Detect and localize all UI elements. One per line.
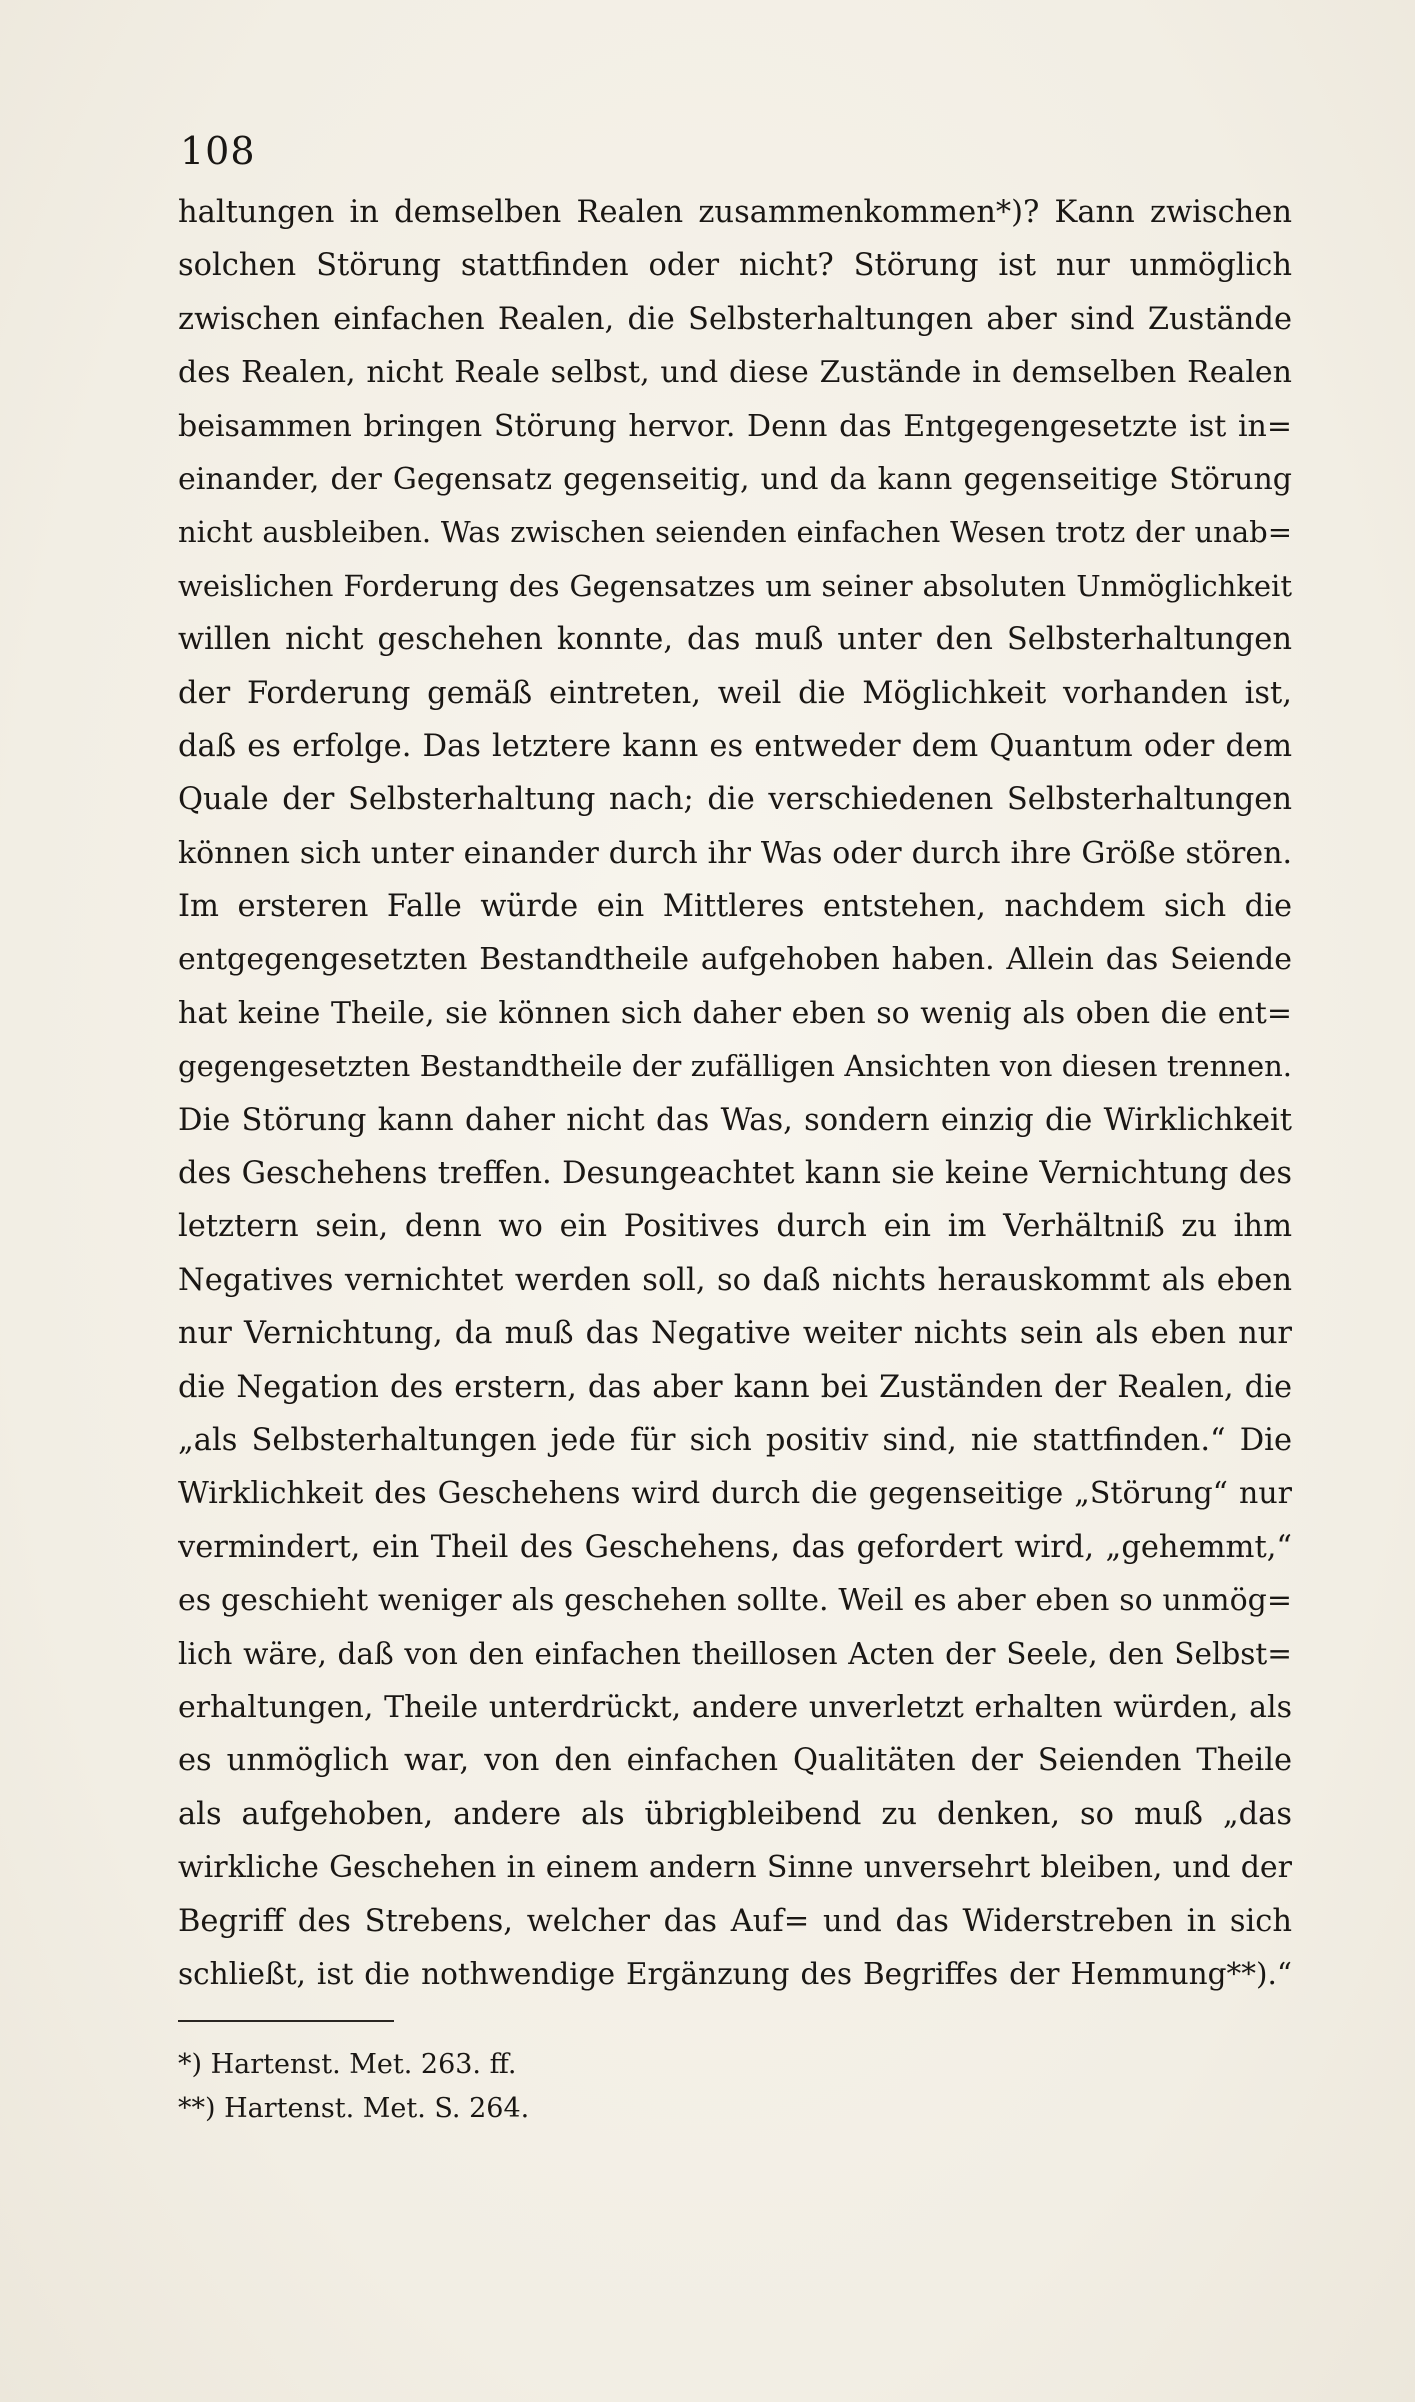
body-text bbox=[178, 186, 1292, 2001]
footnote: **) Hartenst. Met. S. 264. bbox=[178, 2093, 530, 2124]
text-line: entgegengesetzten Bestandtheile aufgehoben haben. Allein das Seiende bbox=[178, 942, 1292, 978]
text-line: es geschieht weniger als geschehen sollte. Weil es aber eben so unmög= bbox=[178, 1583, 1292, 1619]
text-line: es unmöglich war, von den einfachen Qualitäten der Seienden Theile bbox=[178, 1743, 1292, 1779]
text-line: beisammen bringen Störung hervor. Denn das Entgegengesetzte ist in= bbox=[178, 408, 1292, 444]
text-line: der Forderung gemäß eintreten, weil die Möglichkeit vorhanden ist, bbox=[178, 675, 1292, 711]
text-line: letztern sein, denn wo ein Positives durch ein im Verhältniß zu ihm bbox=[178, 1209, 1292, 1245]
text-line: schließt, ist die nothwendige Ergänzung des Begriffes der Hemmung**).“ bbox=[178, 1956, 1292, 1991]
footnotes bbox=[178, 2043, 978, 2131]
text-line: nicht ausbleiben. Was zwischen seienden einfachen Wesen trotz der unab= bbox=[178, 515, 1292, 550]
text-line: Im ersteren Falle würde ein Mittleres entstehen, nachdem sich die bbox=[178, 889, 1292, 925]
text-line: weislichen Forderung des Gegensatzes um seiner absoluten Unmöglichkeit bbox=[178, 568, 1292, 603]
text-line: willen nicht geschehen konnte, das muß unter den Selbsterhaltungen bbox=[178, 622, 1292, 658]
text-line: Wirklichkeit des Geschehens wird durch die gegenseitige „Störung“ nur bbox=[178, 1476, 1292, 1512]
text-line: einander, der Gegensatz gegenseitig, und da kann gegenseitige Störung bbox=[178, 461, 1292, 497]
footnote: *) Hartenst. Met. 263. ff. bbox=[178, 2049, 517, 2080]
text-line: „als Selbsterhaltungen jede für sich positiv sind, nie stattfinden.“ Die bbox=[178, 1422, 1292, 1458]
text-line: des Realen, nicht Reale selbst, und diese Zustände in demselben Realen bbox=[178, 355, 1292, 391]
text-line: solchen Störung stattfinden oder nicht? Störung ist nur unmöglich bbox=[178, 248, 1292, 284]
text-line: können sich unter einander durch ihr Was oder durch ihre Größe stören. bbox=[178, 835, 1292, 871]
text-line: Die Störung kann daher nicht das Was, sondern einzig die Wirklichkeit bbox=[178, 1102, 1292, 1138]
text-line: nur Vernichtung, da muß das Negative weiter nichts sein als eben nur bbox=[178, 1316, 1292, 1352]
footnote-divider bbox=[178, 2020, 394, 2022]
text-line: hat keine Theile, sie können sich daher eben so wenig als oben die ent= bbox=[178, 995, 1292, 1031]
text-line: haltungen in demselben Realen zusammenkommen*)? Kann zwischen bbox=[178, 195, 1292, 230]
text-line: zwischen einfachen Realen, die Selbsterhaltungen aber sind Zustände bbox=[178, 301, 1292, 337]
text-line: gegengesetzten Bestandtheile der zufälligen Ansichten von diesen trennen. bbox=[178, 1049, 1292, 1084]
page-number: 108 bbox=[180, 129, 256, 173]
text-line: lich wäre, daß von den einfachen theillosen Acten der Seele, den Selbst= bbox=[178, 1636, 1292, 1671]
text-line: des Geschehens treffen. Desungeachtet kann sie keine Vernichtung des bbox=[178, 1156, 1292, 1192]
text-line: Begriff des Strebens, welcher das Auf= und das Widerstreben in sich bbox=[178, 1903, 1292, 1939]
text-line: als aufgehoben, andere als übrigbleibend zu denken, so muß „das bbox=[178, 1796, 1292, 1832]
text-line: vermindert, ein Theil des Geschehens, das gefordert wird, „gehemmt,“ bbox=[178, 1529, 1292, 1565]
text-line: wirkliche Geschehen in einem andern Sinne unversehrt bleiben, und der bbox=[178, 1850, 1292, 1886]
text-line: Quale der Selbsterhaltung nach; die verschiedenen Selbsterhaltungen bbox=[178, 782, 1292, 818]
text-line: erhaltungen, Theile unterdrückt, andere unverletzt erhalten würden, als bbox=[178, 1689, 1292, 1725]
text-line: die Negation des erstern, das aber kann bei Zuständen der Realen, die bbox=[178, 1369, 1292, 1405]
text-line: Negatives vernichtet werden soll, so daß nichts herauskommt als eben bbox=[178, 1262, 1292, 1298]
text-line: daß es erfolge. Das letztere kann es entweder dem Quantum oder dem bbox=[178, 728, 1292, 764]
